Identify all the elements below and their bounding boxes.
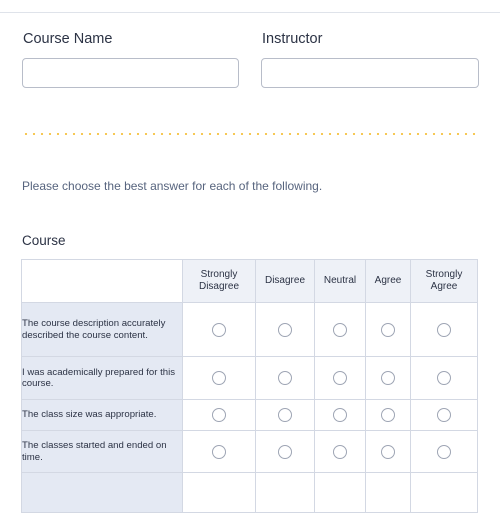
matrix-row [22,431,478,473]
course-name-label: Course Name [23,31,113,47]
radio-button[interactable] [381,323,395,337]
matrix-header-row [22,260,478,303]
radio-cell[interactable] [315,357,366,400]
course-name-input[interactable] [22,58,239,88]
matrix-row-partial [22,473,478,513]
radio-cell[interactable] [315,303,366,357]
matrix-corner [22,260,183,303]
radio-button[interactable] [333,371,347,385]
radio-button[interactable] [381,371,395,385]
radio-cell[interactable] [411,303,478,357]
radio-cell[interactable] [183,473,256,513]
radio-button[interactable] [212,371,226,385]
radio-cell[interactable] [366,431,411,473]
radio-cell[interactable] [411,357,478,400]
radio-cell[interactable] [256,400,315,431]
radio-button[interactable] [437,323,451,337]
radio-cell[interactable] [183,303,256,357]
radio-cell[interactable] [256,357,315,400]
radio-button[interactable] [333,408,347,422]
row-label: I was academically prepared for this course. [22,357,183,400]
column-header-neutral: Neutral [315,260,366,303]
radio-cell[interactable] [411,400,478,431]
radio-cell[interactable] [183,357,256,400]
radio-cell[interactable] [411,431,478,473]
radio-button[interactable] [333,323,347,337]
dotted-divider [22,133,478,135]
radio-button[interactable] [278,445,292,459]
top-divider [0,12,500,13]
radio-button[interactable] [278,371,292,385]
radio-button[interactable] [212,323,226,337]
row-label: The classes started and ended on time. [22,431,183,473]
radio-cell[interactable] [256,473,315,513]
radio-button[interactable] [212,445,226,459]
instructor-input[interactable] [261,58,479,88]
radio-cell[interactable] [315,400,366,431]
radio-cell[interactable] [366,303,411,357]
matrix-row [22,357,478,400]
instructor-label: Instructor [262,31,323,47]
matrix-row [22,303,478,357]
rating-matrix [21,259,478,513]
row-label: The class size was appropriate. [22,400,183,431]
radio-cell[interactable] [256,303,315,357]
radio-cell[interactable] [183,400,256,431]
radio-cell[interactable] [315,473,366,513]
radio-cell[interactable] [366,357,411,400]
column-header-disagree: Disagree [256,260,315,303]
radio-button[interactable] [278,408,292,422]
row-label: The course description accurately described the course content. [22,303,183,357]
radio-button[interactable] [381,408,395,422]
column-header-strongly-disagree: Strongly Disagree [183,260,256,303]
matrix-row [22,400,478,431]
matrix-title: Course [22,233,66,248]
instruction-text: Please choose the best answer for each of the following. [22,179,323,193]
radio-cell[interactable] [256,431,315,473]
column-header-agree: Agree [366,260,411,303]
radio-button[interactable] [437,445,451,459]
radio-cell[interactable] [411,473,478,513]
column-header-strongly-agree: Strongly Agree [411,260,478,303]
radio-button[interactable] [333,445,347,459]
radio-cell[interactable] [366,473,411,513]
radio-button[interactable] [437,371,451,385]
radio-button[interactable] [212,408,226,422]
radio-button[interactable] [437,408,451,422]
row-label-cut-off [22,473,183,513]
radio-cell[interactable] [183,431,256,473]
radio-cell[interactable] [366,400,411,431]
radio-button[interactable] [381,445,395,459]
radio-button[interactable] [278,323,292,337]
radio-cell[interactable] [315,431,366,473]
